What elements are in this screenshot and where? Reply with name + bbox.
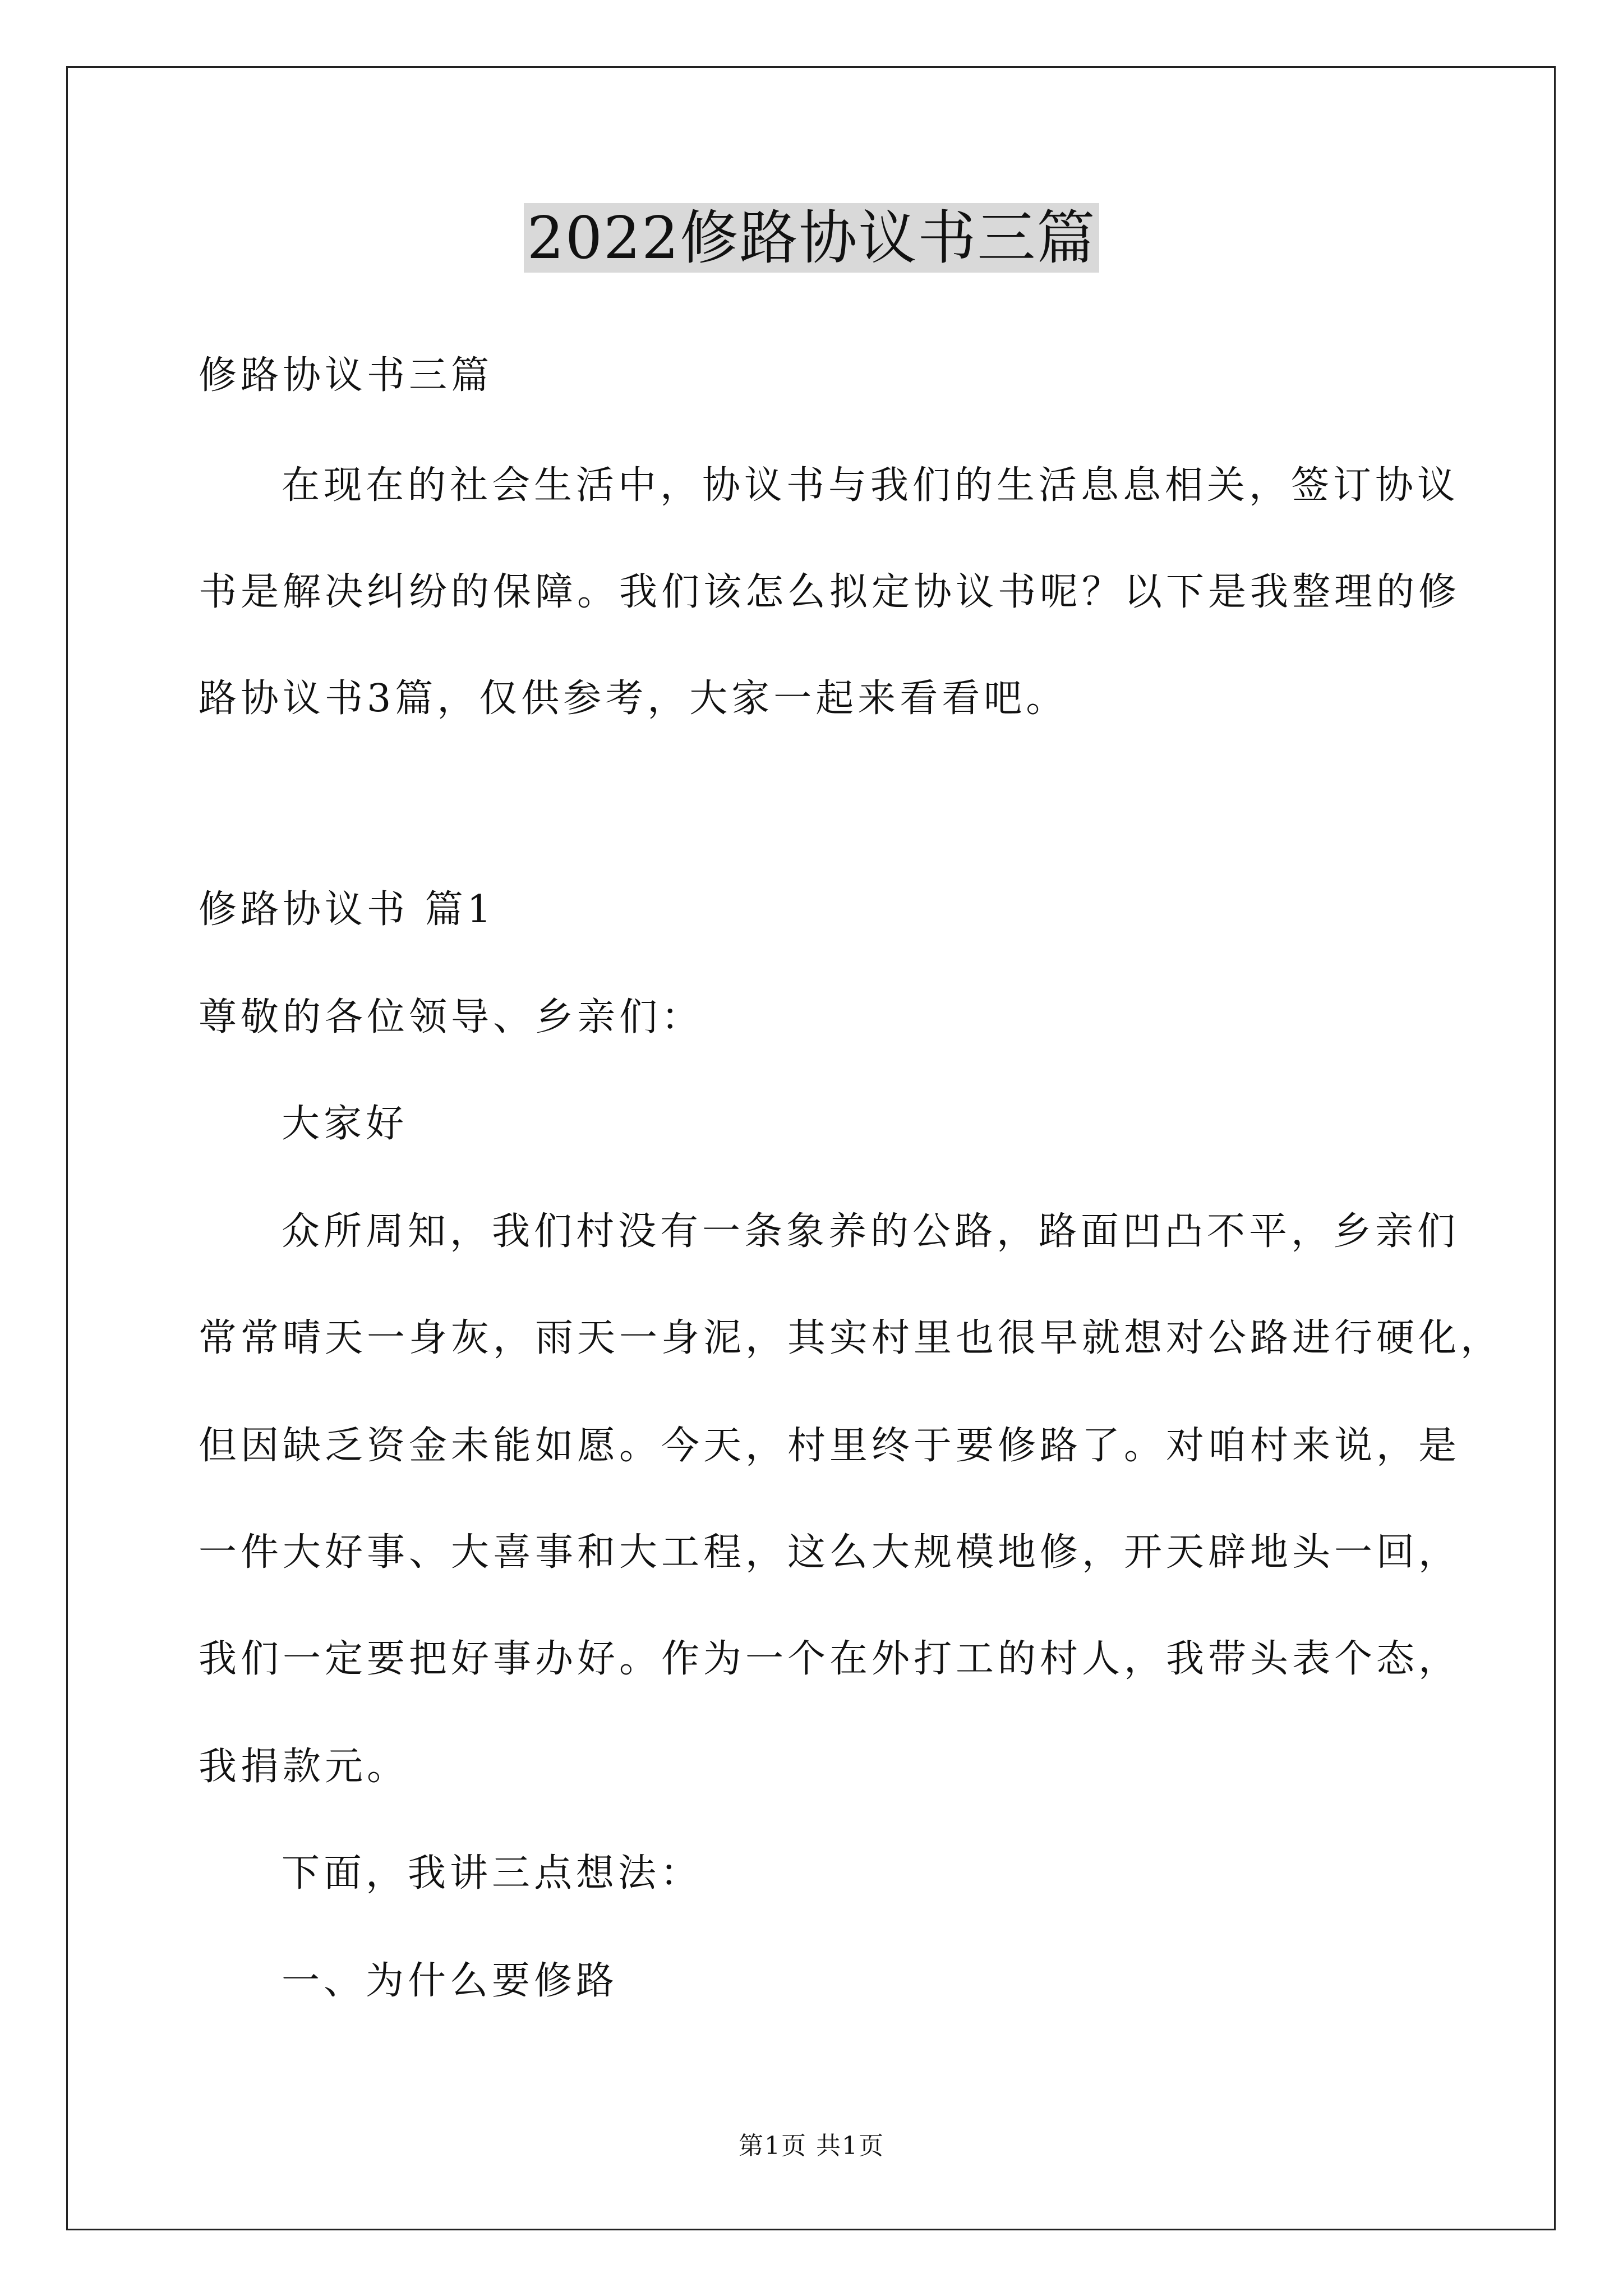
title-container <box>0 203 1623 273</box>
page-footer: 第1页 共1页 <box>739 2132 884 2160</box>
document-title: 2022修路协议书三篇 <box>524 203 1100 273</box>
intro-line-2: 书是解决纠纷的保障。我们该怎么拟定协议书呢？以下是我整理的修 <box>199 570 1461 614</box>
greeting-line: 大家好 <box>282 1102 408 1146</box>
body-line-1: 众所周知，我们村没有一条象养的公路，路面凹凸不平，乡亲们 <box>282 1209 1460 1254</box>
body-line-3: 但因缺乏资金未能如愿。今天，村里终于要修路了。对咱村来说，是 <box>199 1424 1461 1468</box>
subtitle-line: 修路协议书三篇 <box>199 353 494 398</box>
body-line-6: 我捐款元。 <box>199 1745 409 1789</box>
body-line-7: 下面，我讲三点想法： <box>282 1851 703 1895</box>
body-line-4: 一件大好事、大喜事和大工程，这么大规模地修，开天辟地头一回， <box>199 1530 1461 1575</box>
section-heading: 修路协议书 篇1 <box>199 887 495 932</box>
body-line-2: 常常晴天一身灰，雨天一身泥，其实村里也很早就想对公路进行硬化， <box>199 1316 1503 1360</box>
body-line-5: 我们一定要把好事办好。作为一个在外打工的村人，我带头表个态， <box>199 1637 1461 1681</box>
intro-line-3: 路协议书3篇，仅供参考，大家一起来看看吧。 <box>199 677 1068 721</box>
list-heading-1: 一、为什么要修路 <box>282 1959 619 2003</box>
intro-line-1: 在现在的社会生活中，协议书与我们的生活息息相关，签订协议 <box>282 463 1460 508</box>
salutation-line: 尊敬的各位领导、乡亲们： <box>199 995 704 1039</box>
